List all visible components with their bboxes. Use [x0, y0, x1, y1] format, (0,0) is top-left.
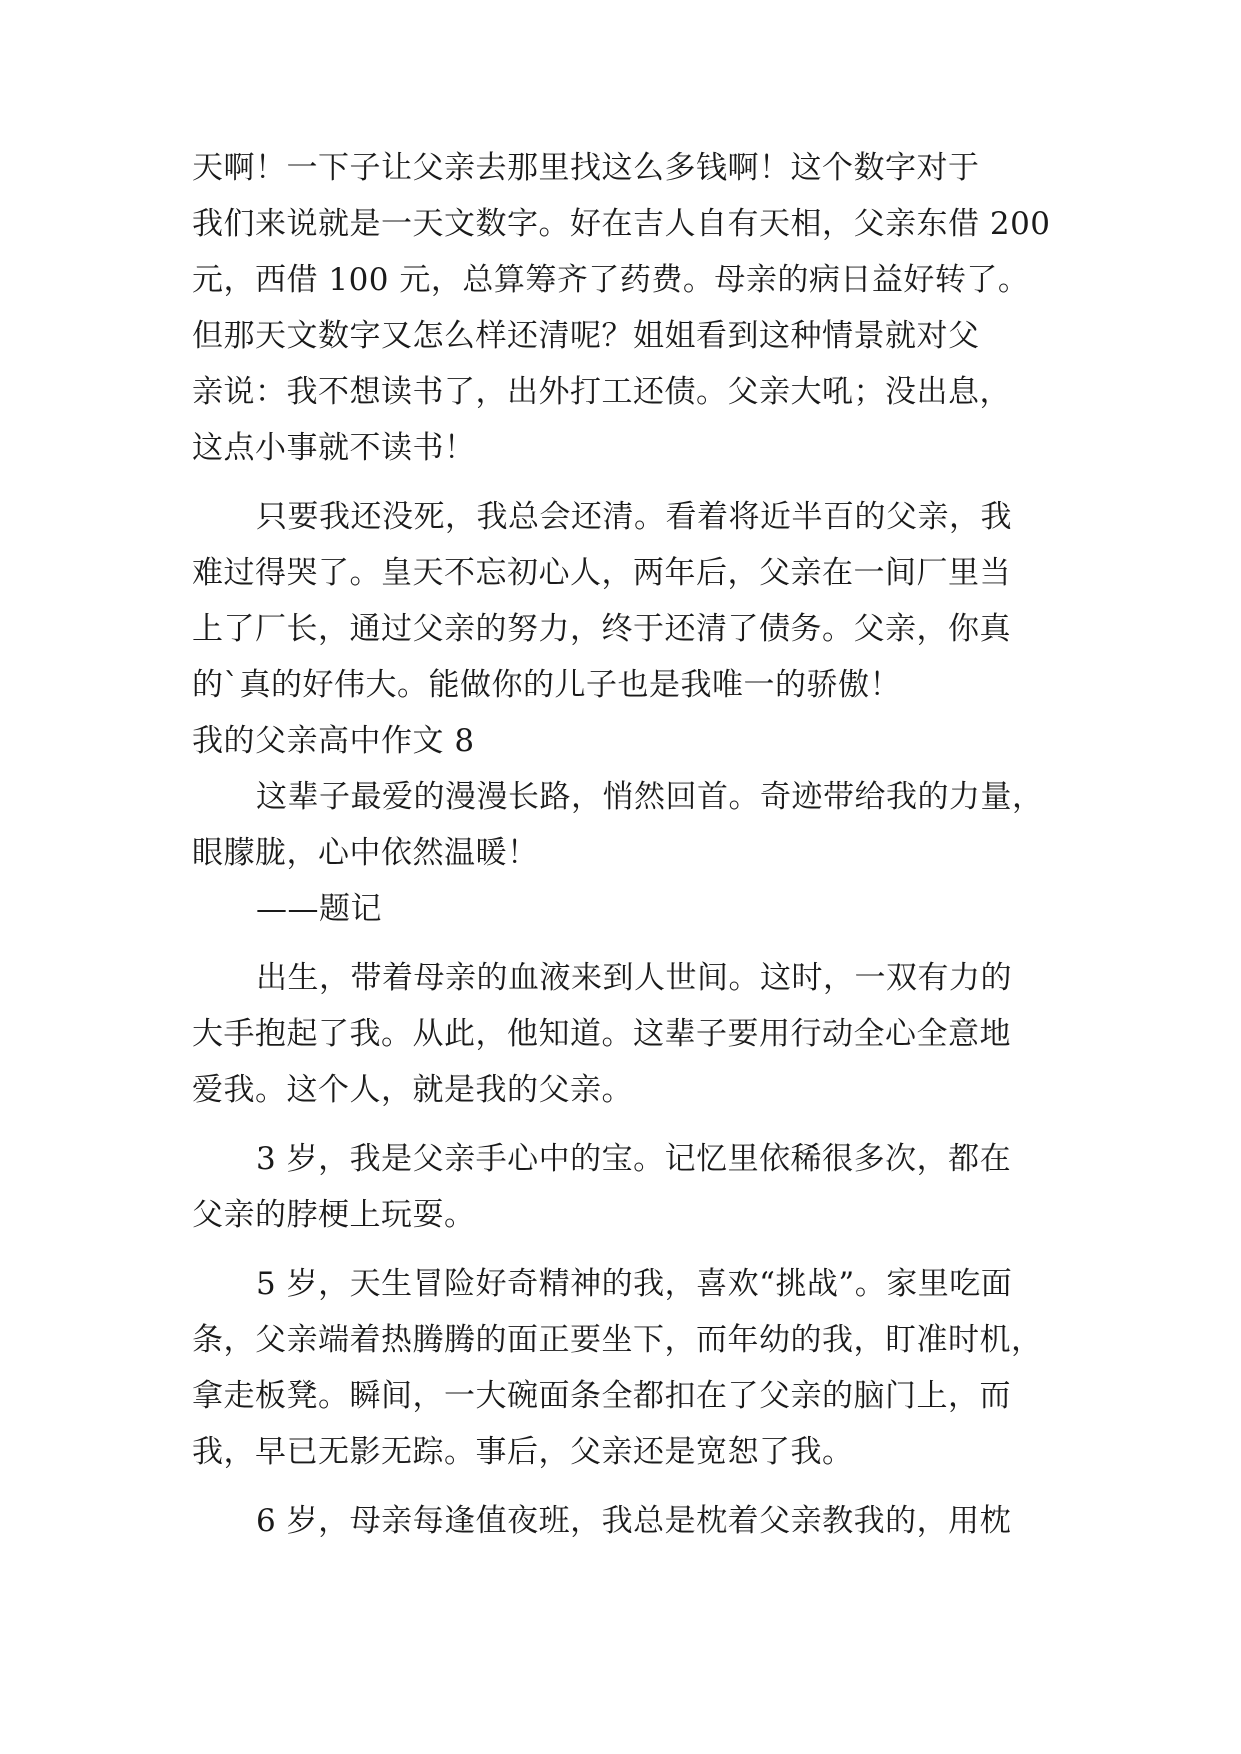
text-line: 但那天文数字又怎么样还清呢？姐姐看到这种情景就对父 — [192, 318, 980, 354]
text-line: 爱我。这个人，就是我的父亲。 — [192, 1072, 633, 1108]
text-line: 亲说：我不想读书了，出外打工还债。父亲大吼；没出息， — [192, 374, 1011, 410]
paragraph-first-line: 5 岁，天生冒险好奇精神的我，喜欢“挑战”。家里吃面 — [256, 1266, 1013, 1302]
text-line: 元，西借 100 元，总算筹齐了药费。母亲的病日益好转了。 — [192, 262, 1030, 298]
text-line: 天啊！一下子让父亲去那里找这么多钱啊！这个数字对于 — [192, 150, 980, 186]
epigraph-attribution: ——题记 — [256, 891, 382, 927]
paragraph-first-line: 出生，带着母亲的血液来到人世间。这时，一双有力的 — [256, 960, 1012, 996]
text-line: 条，父亲端着热腾腾的面正要坐下，而年幼的我，盯准时机， — [192, 1322, 1043, 1358]
paragraph-first-line: 这辈子最爱的漫漫长路，悄然回首。奇迹带给我的力量， — [256, 779, 1044, 815]
text-line: 这点小事就不读书！ — [192, 430, 476, 466]
text-line: 上了厂长，通过父亲的努力，终于还清了债务。父亲，你真 — [192, 611, 1011, 647]
text-line: 我们来说就是一天文数字。好在吉人自有天相，父亲东借 200 — [192, 206, 1051, 242]
text-line: 眼朦胧，心中依然温暖！ — [192, 835, 539, 871]
text-line: 的`真的好伟大。能做你的儿子也是我唯一的骄傲！ — [192, 667, 901, 703]
paragraph-first-line: 只要我还没死，我总会还清。看着将近半百的父亲，我 — [256, 499, 1012, 535]
text-line: 父亲的脖梗上玩耍。 — [192, 1197, 476, 1233]
text-line: 大手抱起了我。从此，他知道。这辈子要用行动全心全意地 — [192, 1016, 1011, 1052]
paragraph-first-line: 3 岁，我是父亲手心中的宝。记忆里依稀很多次，都在 — [256, 1141, 1012, 1177]
text-line: 我，早已无影无踪。事后，父亲还是宽恕了我。 — [192, 1434, 854, 1470]
section-heading: 我的父亲高中作文 8 — [192, 723, 475, 759]
paragraph-first-line: 6 岁，母亲每逢值夜班，我总是枕着父亲教我的，用枕 — [256, 1503, 1012, 1539]
text-line: 难过得哭了。皇天不忘初心人，两年后，父亲在一间厂里当 — [192, 555, 1011, 591]
text-line: 拿走板凳。瞬间，一大碗面条全都扣在了父亲的脑门上，而 — [192, 1378, 1011, 1414]
